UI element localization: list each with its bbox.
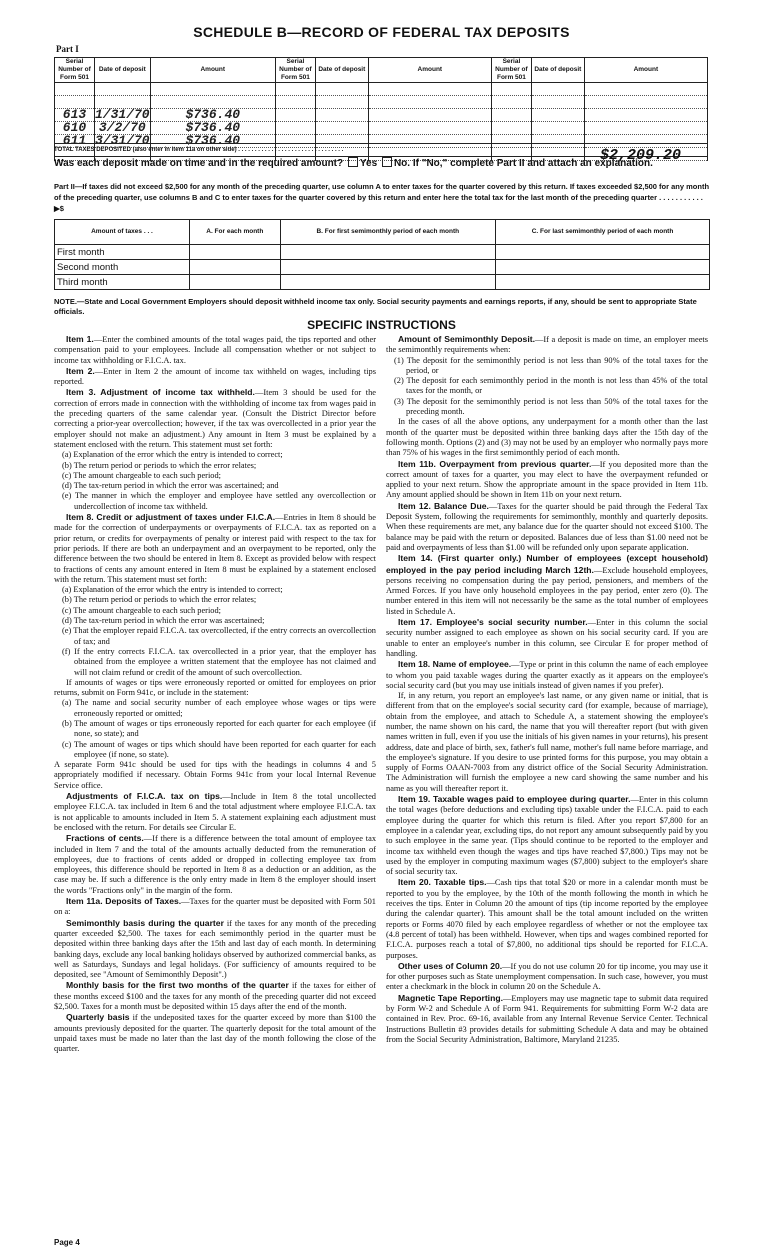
instruction-paragraph bbox=[54, 387, 376, 450]
instruction-heading: Item 11b. Overpayment from previous quarter. bbox=[398, 458, 592, 469]
instruction-heading: Magnetic Tape Reporting. bbox=[398, 992, 503, 1003]
instruction-text: (1) The deposit for the semimonthly period is not less than 90% of the total taxes for the period, or bbox=[394, 355, 708, 375]
deposit-cell[interactable]: $736.40 bbox=[150, 122, 275, 135]
deposit-cell[interactable] bbox=[315, 83, 368, 96]
deposit-cell[interactable] bbox=[368, 83, 491, 96]
deposit-cell[interactable]: $736.40 bbox=[150, 109, 275, 122]
instruction-text: —Taxes for the quarter should be paid through the Federal Tax Deposit System, following the requirements for semimonthly, monthly and quarterly deposits. When these requirements are met, any balance due for the quarter should not exceed $100. The balance may be paid with the return or deposited. Balances due of less than $1.00 need not be paid and overpayments of less than $1.00 will be refunded only upon separate application. bbox=[386, 501, 708, 552]
deposit-cell[interactable]: 613 bbox=[55, 109, 95, 122]
instruction-text: (b) The return period or periods to which the error relates; bbox=[62, 595, 257, 605]
part2-amount-cell[interactable] bbox=[280, 275, 495, 290]
deposit-cell[interactable] bbox=[584, 109, 707, 122]
part2-amount-cell[interactable] bbox=[496, 275, 710, 290]
instruction-paragraph bbox=[54, 450, 376, 460]
deposit-cell[interactable]: 1/31/70 bbox=[94, 107, 150, 122]
deposit-cell[interactable] bbox=[491, 109, 531, 122]
deposit-cell[interactable] bbox=[491, 96, 531, 109]
specific-instructions-title: SPECIFIC INSTRUCTIONS bbox=[307, 318, 456, 332]
part2-row bbox=[55, 275, 710, 290]
instruction-heading: Adjustments of F.I.C.A. tax on tips. bbox=[66, 791, 223, 802]
instruction-text: —Employers may use magnetic tape to submit data required by Form W-2 and Schedule A of Form 941. Requirements for submitting Form W-2 data are contained in Rev. Proc. 69-16, available from any Internal Revenue Service Center. Technical Instructions Bulletin #3 provides details for submitting Schedule A data and may be obtained from the Social Security Administration, Baltimore, Maryland 21235. bbox=[386, 993, 708, 1044]
instruction-text: (f) If the entry corrects F.I.C.A. tax overcollected in a prior year, that the employer has obtained from the employee a written statement that the employee has not claimed and will not claim refund or credit of the amount of such overcollection. bbox=[62, 646, 376, 677]
instruction-paragraph bbox=[386, 376, 708, 397]
part2-row bbox=[55, 245, 710, 260]
part2-amount-cell[interactable] bbox=[496, 260, 710, 275]
instruction-text: A separate Form 941c should be used for tips with the headings in columns 4 and 5 appropriately modified if necessary. Obtain Forms 941c from your local Internal Revenue Service office. bbox=[54, 760, 376, 790]
on-time-question bbox=[54, 157, 653, 169]
part2-text: Part II—If taxes did not exceed $2,500 for any month of the preceding quarter, use column A to enter taxes for the quarter covered by this return. If taxes exceeded $2,500 for any month of the preceding quarter, use columns B and C to enter taxes for the quarter covered by this return and enter here the total tax for the last month of the preceding quarter . . . . . . . . . . . ▶$ bbox=[54, 182, 710, 213]
instruction-paragraph bbox=[54, 481, 376, 491]
instruction-text: (b) The return period or periods to which the error relates; bbox=[62, 460, 257, 470]
part2-amount-cell[interactable] bbox=[190, 260, 281, 275]
instruction-paragraph bbox=[54, 719, 376, 740]
total-deposited-amount: $2,209.20 bbox=[600, 147, 682, 164]
deposit-cell[interactable] bbox=[94, 83, 150, 96]
instruction-text: —Taxes for the quarter must be deposited with Form 501 on a: bbox=[54, 897, 376, 917]
instruction-text: if the taxes for any month of the preceding quarter exceeded $2,500. The taxes for each semimonthly period in the quarter must be deposited within three banking days after the 15th and last day of each month. In determining banking days, exclude any local banking holidays observed by authorized commercial banks, as well as Saturdays, Sundays and legal holidays. (For sufficiency of amounts required to be deposited, see "Amount of Semimonthly Deposit".) bbox=[54, 918, 377, 980]
question-text: Was each deposit made on time and in the required amount? bbox=[54, 158, 344, 169]
instruction-paragraph bbox=[386, 877, 708, 960]
instruction-text: (a) Explanation of the error which the entry is intended to correct; bbox=[62, 450, 283, 460]
instruction-text: (c) The amount of wages or tips which should have been reported for each quarter for each employee (if none, so state). bbox=[62, 739, 376, 759]
state-local-note: NOTE.—State and Local Government Employers should deposit withheld income tax only. Social security payments and earnings reports, if any, should be sent to appropriate State officials. bbox=[54, 297, 697, 316]
deposit-cell[interactable] bbox=[531, 122, 584, 135]
part2-row bbox=[55, 260, 710, 275]
instruction-paragraph bbox=[386, 961, 708, 993]
deposit-row bbox=[55, 109, 708, 122]
instruction-heading: Quarterly basis bbox=[66, 1012, 130, 1023]
part2-row-label: Second month bbox=[55, 260, 190, 275]
instruction-text: —Entries in Item 8 should be made for the correction of underpayments or overpayments of F.I.C.A. tax as reported on a prior return, or credits for overpayments of penalty or interest paid with respect to the tax for prior periods. If there are both an underpayment and an overpayment to be reported, only the difference between the two should be entered in Item 8. Except as provided below with respect to fractions of cents any amount entered in Item 8 must be explained by a statement enclosed with the return. This statement must set forth: bbox=[54, 513, 376, 584]
instruction-text: —If a deposit is made on time, an employer meets the semimonthly requirements when: bbox=[386, 335, 708, 355]
deposit-cell[interactable]: 3/2/70 bbox=[94, 122, 150, 135]
deposit-cell[interactable] bbox=[531, 96, 584, 109]
deposit-cell[interactable] bbox=[491, 83, 531, 96]
part2-header-cell: B. For first semimonthly period of each month bbox=[280, 220, 495, 245]
instruction-paragraph bbox=[54, 791, 376, 833]
instruction-text: (c) The amount chargeable to each such period; bbox=[62, 605, 221, 615]
instruction-text: In the cases of all the above options, any underpayment for a month other than the last month of the quarter must be deposited within three banking days after the 15th day of the following month. Options (2) and (3) may not be used by an employer who normally pays more than 75% of his wages in the first semimonthly period of each month. bbox=[386, 417, 708, 458]
instruction-text: if the undeposited taxes for the quarter exceed by more than $100 the amounts previously deposited for the quarter. The quarterly deposit for the total amount of the unpaid taxes must be made no later than the last day of the month following the close of the quarter. bbox=[54, 1013, 377, 1054]
no-label: No. If "No," complete Part II and attach an explanation. bbox=[393, 158, 653, 169]
instruction-heading: Item 3. Adjustment of income tax withheld. bbox=[66, 387, 255, 398]
deposit-cell[interactable] bbox=[368, 122, 491, 135]
instruction-paragraph bbox=[386, 691, 708, 794]
instruction-text: (c) The amount chargeable to each such period; bbox=[62, 470, 221, 480]
schedule-title: SCHEDULE B—RECORD OF FEDERAL TAX DEPOSITS bbox=[193, 24, 570, 40]
instruction-heading: Item 11a. Deposits of Taxes. bbox=[66, 896, 182, 907]
instruction-paragraph bbox=[54, 471, 376, 481]
instruction-paragraph bbox=[54, 616, 376, 626]
deposit-cell[interactable]: 611 bbox=[55, 135, 95, 148]
deposit-cell[interactable] bbox=[368, 109, 491, 122]
deposits-header-cell: Amount bbox=[368, 58, 491, 83]
instruction-paragraph bbox=[386, 501, 708, 553]
part2-amount-cell[interactable] bbox=[190, 245, 281, 260]
instruction-paragraph bbox=[54, 760, 376, 791]
instruction-paragraph bbox=[54, 896, 376, 918]
instruction-text: —Enter the combined amounts of the total wages paid, the tips reported and other compensation paid to your employees. Include all compensation whether or not subject to income tax withholding or F.I.C.A. tax. bbox=[54, 335, 376, 365]
instruction-text: (a) Explanation of the error which the entry is intended to correct; bbox=[62, 585, 283, 595]
instruction-paragraph bbox=[386, 553, 708, 617]
deposit-row bbox=[55, 122, 708, 135]
instruction-text: —If you deposited more than the correct amount of taxes for a quarter, you may elect to have the overpayment refunded or applied to your next return. Show the appropriate amount in the space provided in Item 11b. Any amount applied should be shown in Item 11b on your next return. bbox=[386, 459, 708, 500]
instruction-heading: Item 17. Employee's social security number. bbox=[398, 617, 588, 628]
part2-amount-cell[interactable] bbox=[280, 260, 495, 275]
deposit-cell[interactable] bbox=[275, 109, 315, 122]
instruction-paragraph bbox=[386, 334, 708, 356]
part1-label: Part I bbox=[56, 44, 79, 54]
deposit-cell[interactable] bbox=[491, 122, 531, 135]
deposits-header-cell: Date of deposit bbox=[315, 58, 368, 83]
instruction-text: —Enter in Item 2 the amount of income tax withheld on wages, including tips reported. bbox=[54, 366, 376, 387]
deposit-cell[interactable] bbox=[275, 96, 315, 109]
instruction-paragraph bbox=[386, 659, 708, 691]
instruction-paragraph bbox=[54, 647, 376, 678]
instructions-left-column bbox=[54, 334, 376, 1054]
deposit-cell[interactable]: 610 bbox=[55, 122, 95, 135]
instruction-heading: Item 8. Credit or adjustment of taxes under F.I.C.A. bbox=[66, 512, 276, 523]
instruction-heading: Amount of Semimonthly Deposit. bbox=[398, 334, 535, 344]
deposit-cell[interactable] bbox=[368, 96, 491, 109]
instruction-paragraph bbox=[54, 678, 376, 699]
deposits-header-cell: Amount bbox=[584, 58, 707, 83]
instruction-paragraph bbox=[54, 585, 376, 595]
yes-label: Yes bbox=[359, 158, 378, 169]
instruction-paragraph bbox=[386, 993, 708, 1045]
deposit-cell[interactable]: 3/31/70 bbox=[94, 133, 150, 148]
instruction-paragraph bbox=[54, 626, 376, 647]
instruction-heading: Item 20. Taxable tips. bbox=[398, 877, 487, 888]
instruction-heading: Fractions of cents. bbox=[66, 833, 144, 844]
instruction-text: —Item 3 should be used for the correction of errors made in connection with the withholding of income tax from wages paid in the preceding quarters of the same calendar year. (Consult the District Director before correcting a prior-year overcollection; however, if the tax was overcollected in a prior year the employer should not make an adjustment.) Any amount in Item 3 must be explained by a statement enclosed with the return. This statement must set forth: bbox=[54, 388, 376, 449]
part2-amount-cell[interactable] bbox=[190, 275, 281, 290]
instruction-heading: Other uses of Column 20. bbox=[398, 960, 503, 971]
deposit-cell[interactable] bbox=[275, 83, 315, 96]
instruction-text: —Type or print in this column the name of each employee to whom you paid taxable wages during the quarter exactly as it appears on the employee's social security card (but you may use initials instead of given names if you prefer). bbox=[386, 660, 708, 690]
deposits-header-cell: Amount bbox=[150, 58, 275, 83]
instruction-paragraph bbox=[386, 397, 708, 418]
deposit-cell[interactable]: $736.40 bbox=[150, 135, 275, 148]
deposits-header-cell: Serial Number of Form 501 bbox=[491, 58, 531, 83]
instruction-text: —Include in Item 8 the total uncollected employee F.I.C.A. tax included in Item 6 and the total adjustment where employee F.I.C.A. tax is not applicable to amounts included in Item 5. A statement explaining each adjustment must be enclosed with the return. For details see Circular E. bbox=[54, 792, 376, 832]
instruction-text: —If there is a difference between the total amount of employee tax included in Item 7 and the total of the amounts actually deducted from the remuneration of employees, due to fractions of cents added or dropped in collecting employee tax from employees, this difference should be reported in Item 8 as a deduction or an addition, as the case may be. If such a difference is the only entry made in Item 8 the employer should insert the words "Fractions only" in the margin of the form. bbox=[54, 834, 377, 895]
deposits-header-cell: Serial Number of Form 501 bbox=[275, 58, 315, 83]
instruction-paragraph bbox=[54, 512, 376, 585]
instructions-right-column bbox=[386, 334, 708, 1045]
instruction-heading: Item 1. bbox=[66, 334, 94, 344]
instruction-text: (d) The tax-return period in which the error was ascertained; and bbox=[62, 481, 279, 491]
deposits-header-cell: Date of deposit bbox=[94, 58, 150, 83]
instruction-paragraph bbox=[386, 794, 708, 877]
instruction-text: If, in any return, you report an employee's last name, or any given name or initial, that is different from that on the employee's social security card (for example, because of marriage), obtain from the employee, and attach to Schedule A, a statement showing the employee's number, the name shown on his card, the name that you will thereafter report (but with given names written in full, even if you use the initials of his given names in your returns), his present address, date and place of birth, sex, father's full name, mother's full name before marriage, and the employee's signature. If you desire to use printed forms for this purpose, you may obtain a supply of Forms OAAN-7003 from any district office of the Social Security Administration. The Administration will furnish the employee a new card showing the same number and his name as you will thereafter report it. bbox=[386, 691, 708, 793]
deposit-cell[interactable] bbox=[315, 122, 368, 135]
instruction-paragraph bbox=[54, 1012, 376, 1054]
instruction-heading: Item 12. Balance Due. bbox=[398, 500, 489, 511]
instruction-paragraph bbox=[54, 698, 376, 719]
instruction-paragraph bbox=[386, 417, 708, 458]
instruction-text: (b) The amount of wages or tips erroneously reported for each quarter for each employee (if none, so state); and bbox=[62, 718, 376, 739]
instruction-paragraph bbox=[54, 833, 376, 896]
instruction-paragraph bbox=[54, 918, 376, 981]
instruction-paragraph bbox=[54, 461, 376, 471]
instruction-text: (a) The name and social security number of each employee whose wages or tips were erroneously reported or omitted; bbox=[62, 698, 376, 718]
deposit-cell[interactable] bbox=[55, 83, 95, 96]
instruction-heading: Item 19. Taxable wages paid to employee during quarter. bbox=[398, 794, 631, 805]
deposits-header-cell: Serial Number of Form 501 bbox=[55, 58, 95, 83]
deposit-row bbox=[55, 96, 708, 109]
instruction-heading: Item 14. (First quarter only.) Number of employees (except household) employed in the pay period including March 12th. bbox=[386, 553, 708, 575]
instruction-paragraph bbox=[54, 366, 376, 388]
no-checkbox[interactable] bbox=[382, 157, 392, 167]
instruction-paragraph bbox=[54, 595, 376, 605]
instruction-text: (e) That the employer repaid F.I.C.A. tax overcollected, if the entry corrects an overcollection of tax; and bbox=[62, 626, 376, 646]
deposit-row bbox=[55, 83, 708, 96]
total-deposited-label: TOTAL TAXES DEPOSITED (also enter in item 11a on other side) . . . . . . . . . . . . . . . . . . . . . . . . . . . . . . . . bbox=[54, 147, 344, 153]
yes-checkbox[interactable] bbox=[348, 157, 358, 167]
part2-header-cell: C. For last semimonthly period of each month bbox=[496, 220, 710, 245]
instruction-text: —Enter in this column the social security number assigned to each employee as shown on his social security card. If you are unable to enter an employee's number in this column, see Circular E for proper method of handling. bbox=[386, 618, 708, 658]
deposit-cell[interactable] bbox=[315, 109, 368, 122]
deposit-cell[interactable] bbox=[531, 109, 584, 122]
part2-row-label: Third month bbox=[55, 275, 190, 290]
instruction-text: —Cash tips that total $20 or more in a calendar month must be reported to you by the employee, by the 10th of the month following the month in which he receives the tips. Enter in Column 20 the amount of tips (tip income reported by the employee during the calendar quarter). This amount shall be the total amount included on the written reports or Forms 4070 filed by each employee regardless of whether or not the employee tax (4.8 percent of total) has been withheld. However, when tips and wages combined reported for F.I.C.A. purposes reach a total of $7,800, no additional tips should be reported for F.I.C.A. purposes. bbox=[386, 878, 709, 960]
part2-amount-cell[interactable] bbox=[496, 245, 710, 260]
deposit-cell[interactable] bbox=[150, 83, 275, 96]
instruction-text: (e) The manner in which the employer and employee have settled any overcollection or undercollection of income tax withheld. bbox=[62, 491, 376, 511]
page-number: Page 4 bbox=[54, 1238, 80, 1247]
deposit-cell[interactable] bbox=[315, 96, 368, 109]
part2-header-cell: A. For each month bbox=[190, 220, 281, 245]
instruction-paragraph bbox=[54, 740, 376, 761]
instruction-heading: Monthly basis for the first two months of the quarter bbox=[66, 980, 289, 991]
instruction-text: (2) The deposit for each semimonthly period in the month is not less than 45% of the total taxes for the month, or bbox=[394, 376, 708, 396]
instruction-paragraph bbox=[386, 356, 708, 377]
instruction-heading: Item 18. Name of employee. bbox=[398, 659, 512, 670]
part2-amount-cell[interactable] bbox=[280, 245, 495, 260]
deposit-cell[interactable] bbox=[584, 122, 707, 135]
deposits-header-cell: Date of deposit bbox=[531, 58, 584, 83]
deposit-cell[interactable] bbox=[531, 83, 584, 96]
instruction-paragraph bbox=[54, 606, 376, 616]
instruction-paragraph bbox=[386, 459, 708, 501]
instruction-heading: Item 2. bbox=[66, 365, 95, 376]
instruction-text: If amounts of wages or tips were erroneously reported or omitted for employees on prior returns, submit on Form 941c, or include in the statement: bbox=[54, 677, 376, 698]
deposit-cell[interactable] bbox=[275, 122, 315, 135]
deposit-cell[interactable] bbox=[584, 83, 707, 96]
instruction-paragraph bbox=[54, 334, 376, 366]
instruction-text: —If you do not use column 20 for tip income, you may use it for other purposes such as State unemployment compensation. In such case, however, you must enter a checkmark in the block in column 20 on the Schedule A. bbox=[386, 961, 708, 992]
deposit-cell[interactable] bbox=[584, 96, 707, 109]
instruction-paragraph bbox=[386, 617, 708, 659]
part2-table bbox=[54, 219, 710, 290]
instruction-text: (d) The tax-return period in which the error was ascertained; bbox=[62, 616, 265, 626]
part2-header-cell: Amount of taxes . . . bbox=[55, 220, 190, 245]
instruction-text: (3) The deposit for the semimonthly period is not less than 50% of the total taxes for the preceding month. bbox=[394, 396, 708, 417]
instruction-paragraph bbox=[54, 491, 376, 512]
instruction-paragraph bbox=[54, 980, 376, 1012]
instruction-text: —Exclude household employees, persons receiving no compensation during the pay period, pensioners, and members of the Armed Forces. If you have only household employees in the pay period, enter zero (0). The number entered in this item will not necessarily be the same as the total number of employees listed in Schedule A. bbox=[386, 565, 708, 616]
part2-row-label: First month bbox=[55, 245, 190, 260]
instruction-text: if the taxes for either of these months exceed $100 and the taxes for any month of the preceding quarter did not exceed $2,500. Taxes for a month must be deposited within 15 days after the end of the month. bbox=[54, 981, 376, 1011]
instruction-text: —Enter in this column the total wages (before deductions and excluding tips) taxable under the F.I.C.A. paid to each employee during the quarter for which this return is filed. After you report $7,800 for an employee in a calendar year, excluding tips, do not report any amount subsequently paid by you to such employee in the same year. (Tips should continue to be reported to the employer and income tax withheld even though the wages and tips have reached $7,800.) Tips may not be used by the employer in computing maximum wages ($7,800) subject to the employer's share of social security tax. bbox=[386, 795, 708, 877]
instruction-heading: Semimonthly basis during the quarter bbox=[66, 917, 224, 928]
